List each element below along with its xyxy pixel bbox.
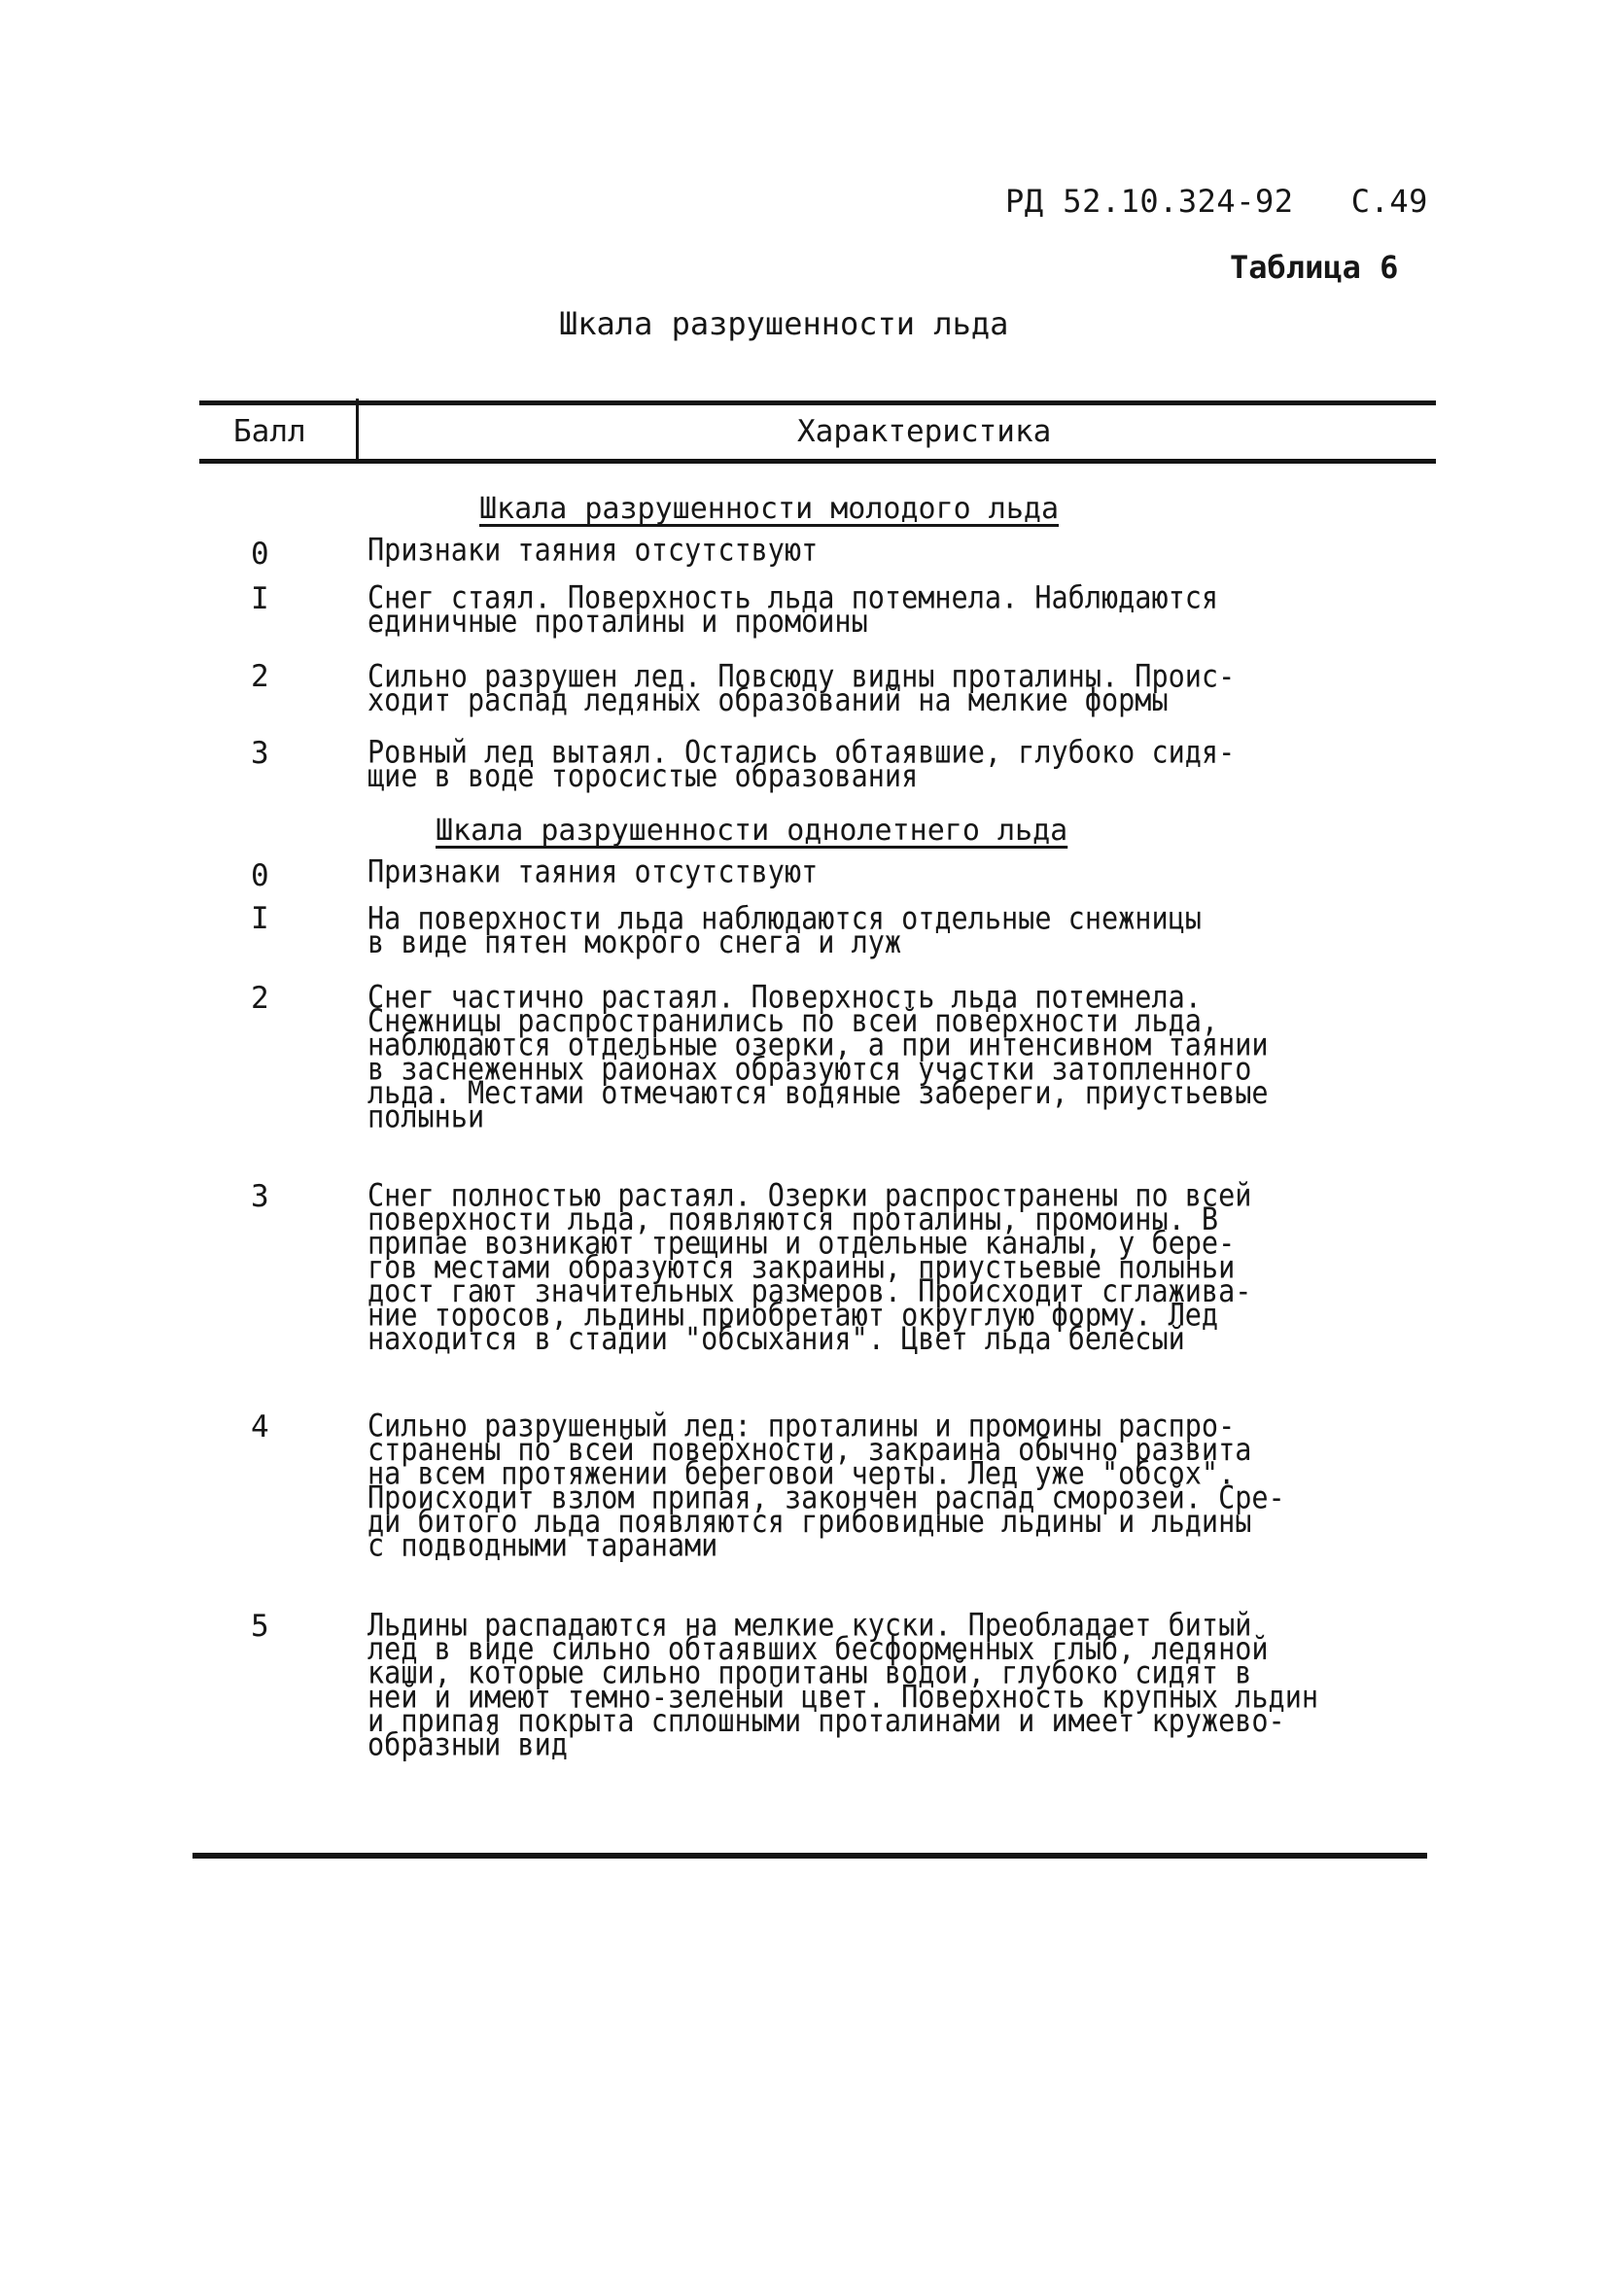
row-ball: 2	[251, 659, 269, 694]
row-text: Сильно разрушенный лед: проталины и промоины распро- странены по всей поверхности, закраина обычно развита на всем протяжении береговой черты. Лед уже "обсох". Происходит взлом припая, закончен распад сморозей. Сре- ди битого льда появляются грибовидные льдины и льдины с подводными таранами	[367, 1408, 1285, 1564]
section-title-first-year-ice: Шкала разрушенности однолетнего льда	[436, 814, 1068, 848]
column-header-characteristic: Характеристика	[797, 414, 1052, 449]
table-number: Таблица 6	[1230, 249, 1399, 286]
row-ball: 3	[251, 736, 269, 771]
table-header-rule	[199, 459, 1436, 464]
table-top-rule	[199, 400, 1436, 405]
row-ball: I	[251, 581, 269, 616]
row-text: Сильно разрушен лед. Повсюду видны проталины. Проис- ходит распад ледяных образований на мелкие формы	[367, 658, 1236, 718]
row-text: Снег стаял. Поверхность льда потемнела. Наблюдаются единичные проталины и промоины	[367, 579, 1219, 640]
row-text: Признаки таяния отсутствуют	[367, 532, 819, 569]
row-text: Льдины распадаются на мелкие куски. Преобладает битый лед в виде сильно обтаявших бесформенных глыб, ледяной каши, которые сильно пропитаны водой, глубоко сидят в ней и имеют темно-зеленый цвет. Поверхность крупных льдин и припая покрыта сплошными проталинами и имеет кружево- образный вид	[367, 1607, 1319, 1763]
row-ball: 2	[251, 981, 269, 1016]
row-ball: 3	[251, 1179, 269, 1214]
table-title: Шкала разрушенности льда	[559, 305, 1009, 342]
row-text: На поверхности льда наблюдаются отдельные снежницы в виде пятен мокрого снега и луж	[367, 900, 1202, 960]
row-text: Снег частично растаял. Поверхность льда потемнела. Снежницы распространились по всей поверхности льда, наблюдаются отдельные озерки, а при интенсивном таянии в заснеженных районах образуются участки затопленного льда. Местами отмечаются водяные забереги, приустьевые полыньи	[367, 979, 1269, 1135]
row-ball: 0	[251, 537, 269, 572]
row-ball: I	[251, 901, 269, 936]
row-ball: 4	[251, 1409, 269, 1444]
row-ball: 5	[251, 1609, 269, 1644]
row-ball: 0	[251, 858, 269, 893]
document-code: РД 52.10.324-92 С.49	[1005, 183, 1428, 220]
column-header-ball: Балл	[233, 414, 306, 449]
row-text: Снег полностью растаял. Озерки распространены по всей поверхности льда, появляются проталины, промоины. В припае возникают трещины и отдельные каналы, у бере- гов местами образуются закраины, приустьевые полыньи дост гают значительных размеров. Происходит сглажива- ние торосов, льдины приобретают округлую форму. Лед находится в стадии "обсыхания". Цвет льда белесый	[367, 1177, 1252, 1358]
section-title-young-ice: Шкала разрушенности молодого льда	[479, 492, 1060, 526]
table-bottom-rule	[192, 1853, 1427, 1859]
row-text: Признаки таяния отсутствуют	[367, 853, 819, 890]
row-text: Ровный лед вытаял. Остались обтаявшие, глубоко сидя- щие в воде торосистые образования	[367, 734, 1236, 794]
header-column-divider	[356, 399, 359, 463]
